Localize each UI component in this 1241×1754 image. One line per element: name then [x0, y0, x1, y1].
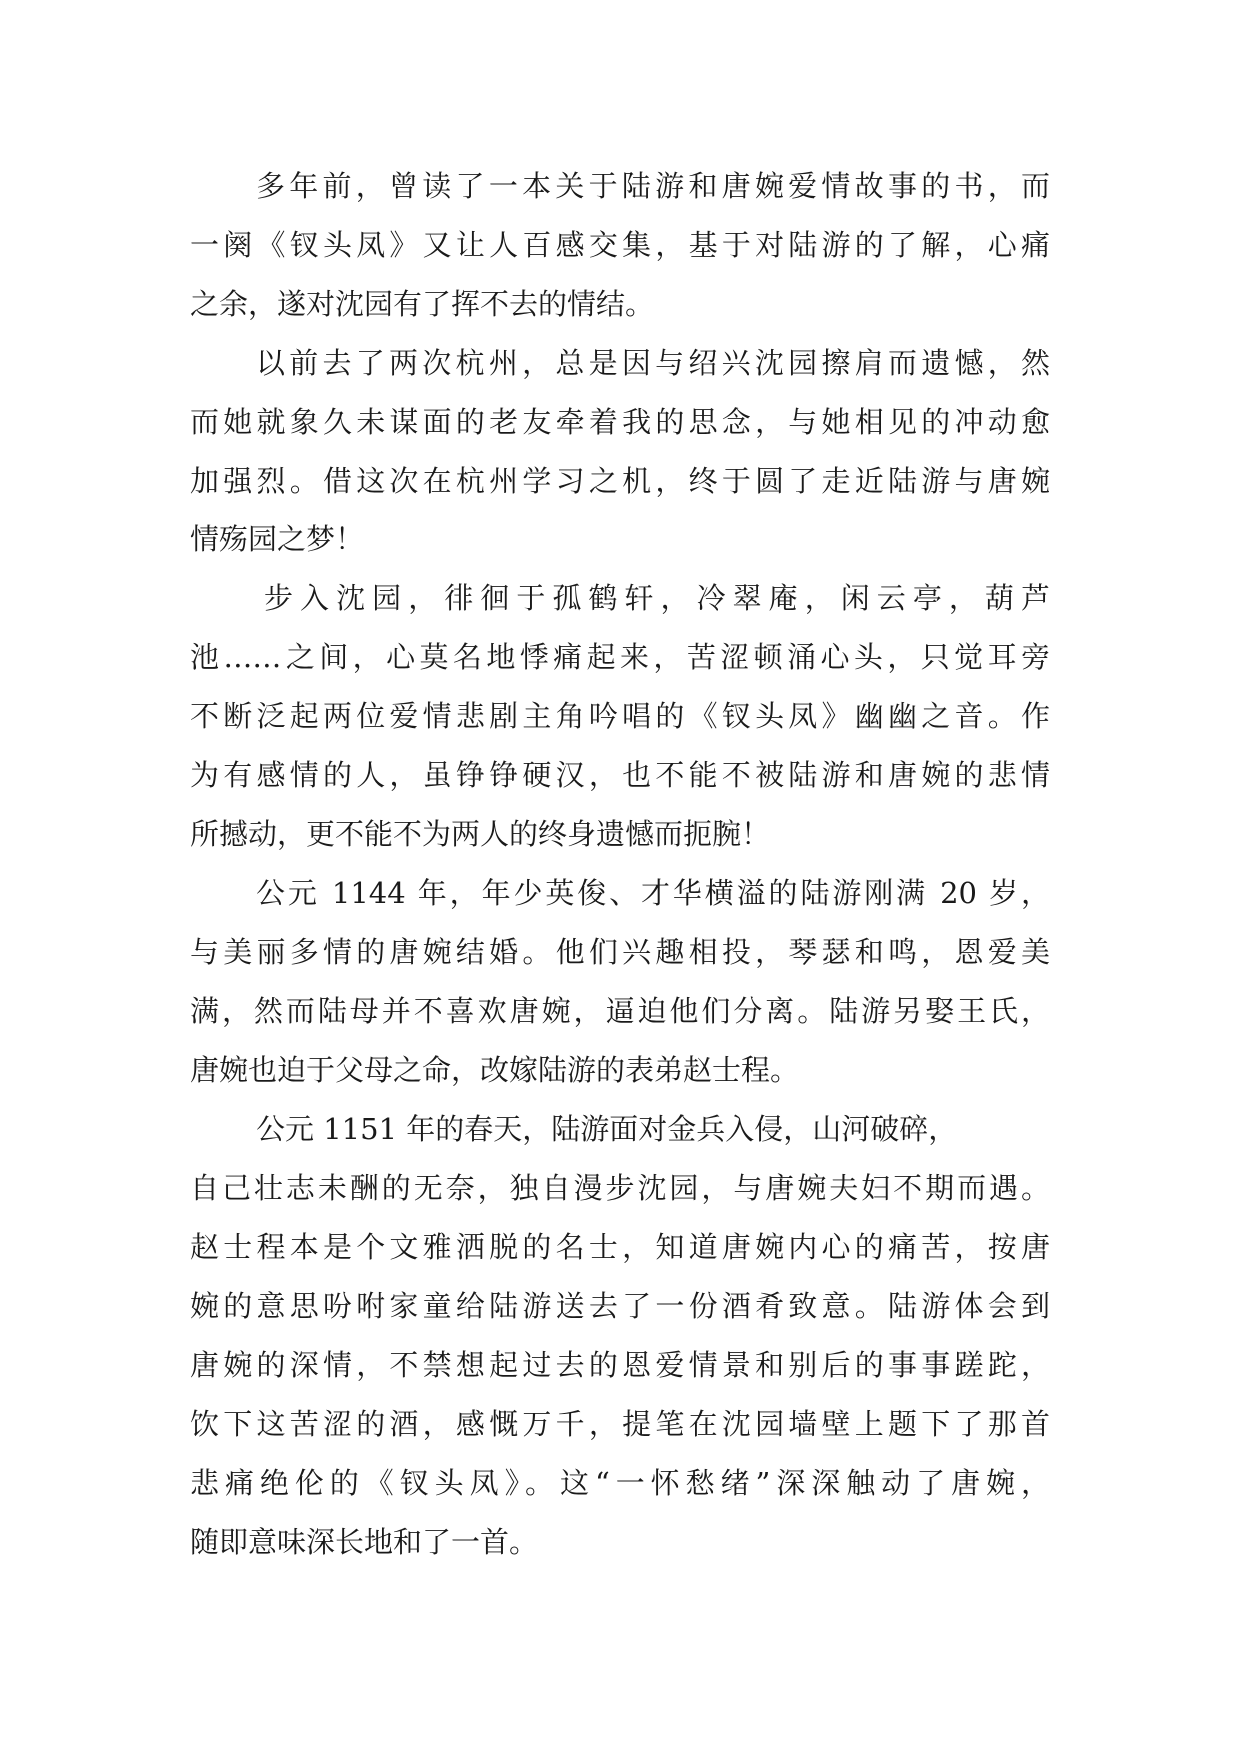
- paragraph-5-line-1: 公元 1151 年的春天，陆游面对金兵入侵，山河破碎，: [256, 1112, 958, 1146]
- paragraph-2-line-4: 情殇园之梦！: [190, 522, 365, 556]
- paragraph-3-line-5: 所撼动，更不能不为两人的终身遗憾而扼腕！: [190, 817, 771, 851]
- paragraph-5-line-6: 饮下这苦涩的酒，感慨万千，提笔在沈园墙壁上题下了那首: [190, 1407, 1050, 1441]
- paragraph-5-line-5: 唐婉的深情，不禁想起过去的恩爱情景和别后的事事蹉跎，: [190, 1348, 1050, 1382]
- paragraph-1-line-2: 一阕《钗头凤》又让人百感交集，基于对陆游的了解，心痛: [190, 228, 1050, 262]
- paragraph-3-line-1: 步入沈园，徘徊于孤鹤轩，冷翠庵，闲云亭，葫芦: [264, 581, 1050, 615]
- paragraph-2-line-3: 加强烈。借这次在杭州学习之机，终于圆了走近陆游与唐婉: [190, 464, 1050, 498]
- paragraph-1-line-3: 之余，遂对沈园有了挥不去的情结。: [190, 287, 655, 321]
- paragraph-4-line-1: 公元 1144 年，年少英俊、才华横溢的陆游刚满 20 岁，: [256, 876, 1050, 910]
- paragraph-5-line-7: 悲痛绝伦的《钗头凤》。这“一怀愁绪”深深触动了唐婉，: [190, 1466, 1050, 1500]
- paragraph-3-line-2: 池……之间，心莫名地悸痛起来，苦涩顿涌心头，只觉耳旁: [190, 640, 1050, 674]
- paragraph-1-line-1: 多年前，曾读了一本关于陆游和唐婉爱情故事的书，而: [256, 169, 1050, 203]
- paragraph-4-line-3: 满，然而陆母并不喜欢唐婉，逼迫他们分离。陆游另娶王氏，: [190, 994, 1050, 1028]
- paragraph-5-line-4: 婉的意思吩咐家童给陆游送去了一份酒肴致意。陆游体会到: [190, 1289, 1050, 1323]
- paragraph-4-line-4: 唐婉也迫于父母之命，改嫁陆游的表弟赵士程。: [190, 1053, 800, 1087]
- paragraph-2-line-2: 而她就象久未谋面的老友牵着我的思念，与她相见的冲动愈: [190, 405, 1050, 439]
- paragraph-5-line-2: 自己壮志未酬的无奈，独自漫步沈园，与唐婉夫妇不期而遇。: [190, 1171, 1050, 1205]
- paragraph-4-line-2: 与美丽多情的唐婉结婚。他们兴趣相投，琴瑟和鸣，恩爱美: [190, 935, 1050, 969]
- paragraph-5-line-3: 赵士程本是个文雅洒脱的名士，知道唐婉内心的痛苦，按唐: [190, 1230, 1050, 1264]
- paragraph-3-line-4: 为有感情的人，虽铮铮硬汉，也不能不被陆游和唐婉的悲情: [190, 758, 1050, 792]
- paragraph-2-line-1: 以前去了两次杭州，总是因与绍兴沈园擦肩而遗憾，然: [256, 346, 1050, 380]
- paragraph-5-line-8: 随即意味深长地和了一首。: [190, 1525, 539, 1559]
- paragraph-3-line-3: 不断泛起两位爱情悲剧主角吟唱的《钗头凤》幽幽之音。作: [190, 699, 1050, 733]
